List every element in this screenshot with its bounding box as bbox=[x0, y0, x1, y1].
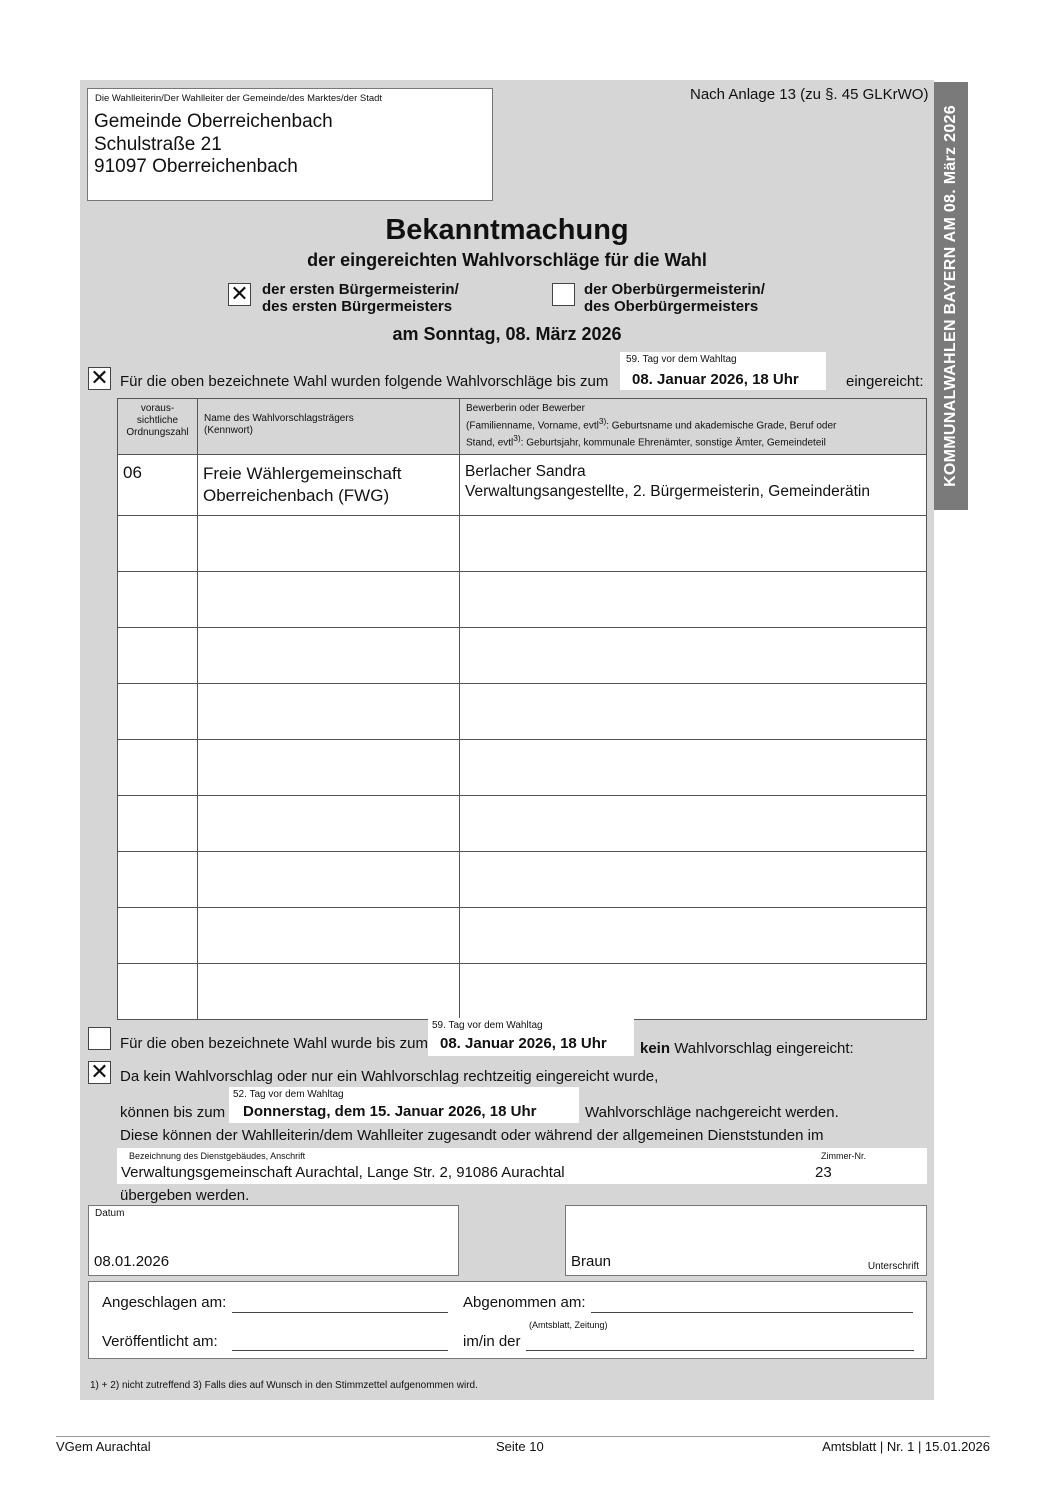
posting-box bbox=[88, 1281, 927, 1359]
table-row bbox=[118, 851, 927, 907]
no-submission-deadline-label: 59. Tag vor dem Wahltag bbox=[432, 1020, 543, 1031]
page-title: Bekanntmachung bbox=[385, 214, 629, 246]
proposer-line1: Freie Wählergemeinschaft bbox=[203, 463, 402, 483]
footer-left: VGem Aurachtal bbox=[56, 1439, 151, 1454]
election-sidebar-banner bbox=[934, 82, 968, 510]
removed-line[interactable] bbox=[591, 1312, 913, 1313]
office-label: Bezeichnung des Dienstgebäudes, Anschrift bbox=[129, 1151, 306, 1161]
late-deadline-value: Donnerstag, dem 15. Januar 2026, 18 Uhr bbox=[243, 1103, 537, 1120]
late-text-3: übergeben werden. bbox=[120, 1187, 250, 1204]
lord-mayor-option-line1: der Oberbürgermeisterin/ bbox=[584, 281, 765, 298]
footnote-ref: 3) bbox=[513, 433, 521, 444]
lord-mayor-option-line2: des Oberbürgermeisters bbox=[584, 298, 759, 315]
table-row bbox=[118, 515, 927, 571]
no-submission-text: Für die oben bezeichnete Wahl wurde bis zum bbox=[120, 1035, 428, 1052]
published-line[interactable] bbox=[232, 1350, 448, 1351]
header-candidate-part1: (Familienname, Vorname, evtl bbox=[466, 420, 599, 432]
proposer-line2: Oberreichenbach (FWG) bbox=[203, 485, 390, 505]
office-box bbox=[117, 1148, 927, 1184]
room-label: Zimmer-Nr. bbox=[821, 1151, 866, 1161]
submission-deadline-label: 59. Tag vor dem Wahltag bbox=[626, 354, 737, 365]
medium-label: im/in der bbox=[463, 1333, 521, 1350]
no-submission-suffix-text: Wahlvorschlag eingereicht: bbox=[674, 1040, 854, 1057]
submission-suffix: eingereicht: bbox=[846, 373, 924, 390]
late-deadline-box bbox=[229, 1087, 579, 1123]
late-submission-checkbox[interactable]: ✕ bbox=[88, 1061, 111, 1084]
proposals-table bbox=[117, 398, 927, 1020]
medium-line[interactable] bbox=[526, 1350, 914, 1351]
date-box bbox=[88, 1205, 459, 1276]
posted-label: Angeschlagen am: bbox=[102, 1294, 227, 1311]
authority-city: 91097 Oberreichenbach bbox=[94, 156, 298, 177]
header-candidate-part2: : Geburtsname und akademische Grade, Beruf oder bbox=[606, 420, 837, 432]
authority-street: Schulstraße 21 bbox=[94, 134, 222, 155]
candidate-details: Verwaltungsangestellte, 2. Bürgermeisterin, Gemeinderätin bbox=[465, 482, 870, 500]
office-address: Verwaltungsgemeinschaft Aurachtal, Lange Str. 2, 91086 Aurachtal bbox=[121, 1164, 565, 1181]
page-footer bbox=[56, 1436, 990, 1454]
table-row bbox=[118, 907, 927, 963]
legal-reference: Nach Anlage 13 (zu §. 45 GLKrWO) bbox=[690, 86, 929, 103]
no-submission-deadline-value: 08. Januar 2026, 18 Uhr bbox=[440, 1035, 607, 1052]
signature-box bbox=[565, 1205, 927, 1276]
submission-deadline-box bbox=[620, 352, 826, 390]
table-row bbox=[118, 571, 927, 627]
no-submission-kein: kein bbox=[640, 1040, 671, 1057]
medium-hint: (Amtsblatt, Zeitung) bbox=[529, 1320, 608, 1330]
published-label: Veröffentlicht am: bbox=[102, 1333, 218, 1350]
table-row bbox=[118, 963, 927, 1019]
row-proposer bbox=[198, 454, 460, 515]
lord-mayor-option-label bbox=[584, 281, 765, 315]
signature-label: Unterschrift bbox=[867, 1261, 919, 1272]
submission-checkbox[interactable]: ✕ bbox=[88, 367, 111, 390]
no-submission-checkbox[interactable] bbox=[88, 1027, 111, 1050]
header-candidate-part3: Stand, evtl bbox=[466, 437, 514, 449]
date-label: Datum bbox=[95, 1208, 125, 1219]
late-suffix: Wahlvorschläge nachgereicht werden. bbox=[585, 1104, 839, 1121]
late-prefix: können bis zum bbox=[120, 1104, 226, 1121]
footnote-ref: 3) bbox=[598, 416, 607, 426]
table-row bbox=[118, 739, 927, 795]
late-text-2: Diese können der Wahlleiterin/dem Wahlleiter zugesandt oder während der allgemeinen Dienststunden im bbox=[120, 1127, 824, 1144]
header-candidate bbox=[460, 399, 927, 455]
row-candidate bbox=[460, 454, 927, 515]
date-value: 08.01.2026 bbox=[94, 1253, 170, 1270]
row-ordinal: 06 bbox=[118, 454, 198, 515]
mayor-option-label bbox=[262, 281, 459, 315]
submission-deadline-value: 08. Januar 2026, 18 Uhr bbox=[632, 371, 799, 388]
signer-name: Braun bbox=[571, 1253, 612, 1270]
table-row bbox=[118, 683, 927, 739]
page-subtitle: der eingereichten Wahlvorschläge für die Wahl bbox=[307, 250, 707, 270]
header-candidate-title: Bewerberin oder Bewerber bbox=[466, 403, 585, 414]
removed-label: Abgenommen am: bbox=[463, 1294, 586, 1311]
lord-mayor-checkbox[interactable] bbox=[552, 283, 575, 306]
no-submission-deadline-box bbox=[428, 1018, 634, 1056]
authority-box bbox=[87, 88, 493, 201]
header-ordinal: voraus- sichtliche Ordnungszahl bbox=[118, 399, 198, 455]
header-candidate-part4: : Geburtsjahr, kommunale Ehrenämter, sonstige Ämter, Gemeindeteil bbox=[520, 437, 826, 449]
table-row bbox=[118, 795, 927, 851]
no-submission-suffix bbox=[640, 1040, 854, 1057]
header-proposer: Name des Wahlvorschlagsträgers (Kennwort) bbox=[198, 399, 460, 455]
footer-page: Seite 10 bbox=[496, 1439, 544, 1454]
election-date: am Sonntag, 08. März 2026 bbox=[392, 324, 622, 344]
posted-line[interactable] bbox=[232, 1312, 448, 1313]
mayor-option-line1: der ersten Bürgermeisterin/ bbox=[262, 281, 459, 298]
table-row bbox=[118, 454, 927, 515]
table-header-row bbox=[118, 399, 927, 455]
late-text-1: Da kein Wahlvorschlag oder nur ein Wahlvorschlag rechtzeitig eingereicht wurde, bbox=[120, 1068, 659, 1085]
authority-label: Die Wahlleiterin/Der Wahlleiter der Gemeinde/des Marktes/der Stadt bbox=[95, 93, 383, 104]
table-row bbox=[118, 627, 927, 683]
footnote: 1) + 2) nicht zutreffend 3) Falls dies auf Wunsch in den Stimmzettel aufgenommen wird. bbox=[90, 1380, 478, 1391]
authority-name: Gemeinde Oberreichenbach bbox=[94, 111, 333, 132]
mayor-checkbox[interactable]: ✕ bbox=[228, 283, 251, 306]
submission-text: Für die oben bezeichnete Wahl wurden folgende Wahlvorschläge bis zum bbox=[120, 373, 609, 390]
mayor-option-line2: des ersten Bürgermeisters bbox=[262, 298, 453, 315]
candidate-name: Berlacher Sandra bbox=[465, 462, 586, 480]
late-deadline-label: 52. Tag vor dem Wahltag bbox=[233, 1089, 344, 1100]
sidebar-text: KOMMUNALWAHLEN BAYERN AM 08. März 2026 bbox=[942, 105, 959, 487]
footer-right: Amtsblatt | Nr. 1 | 15.01.2026 bbox=[822, 1439, 990, 1454]
room-number: 23 bbox=[815, 1164, 832, 1181]
